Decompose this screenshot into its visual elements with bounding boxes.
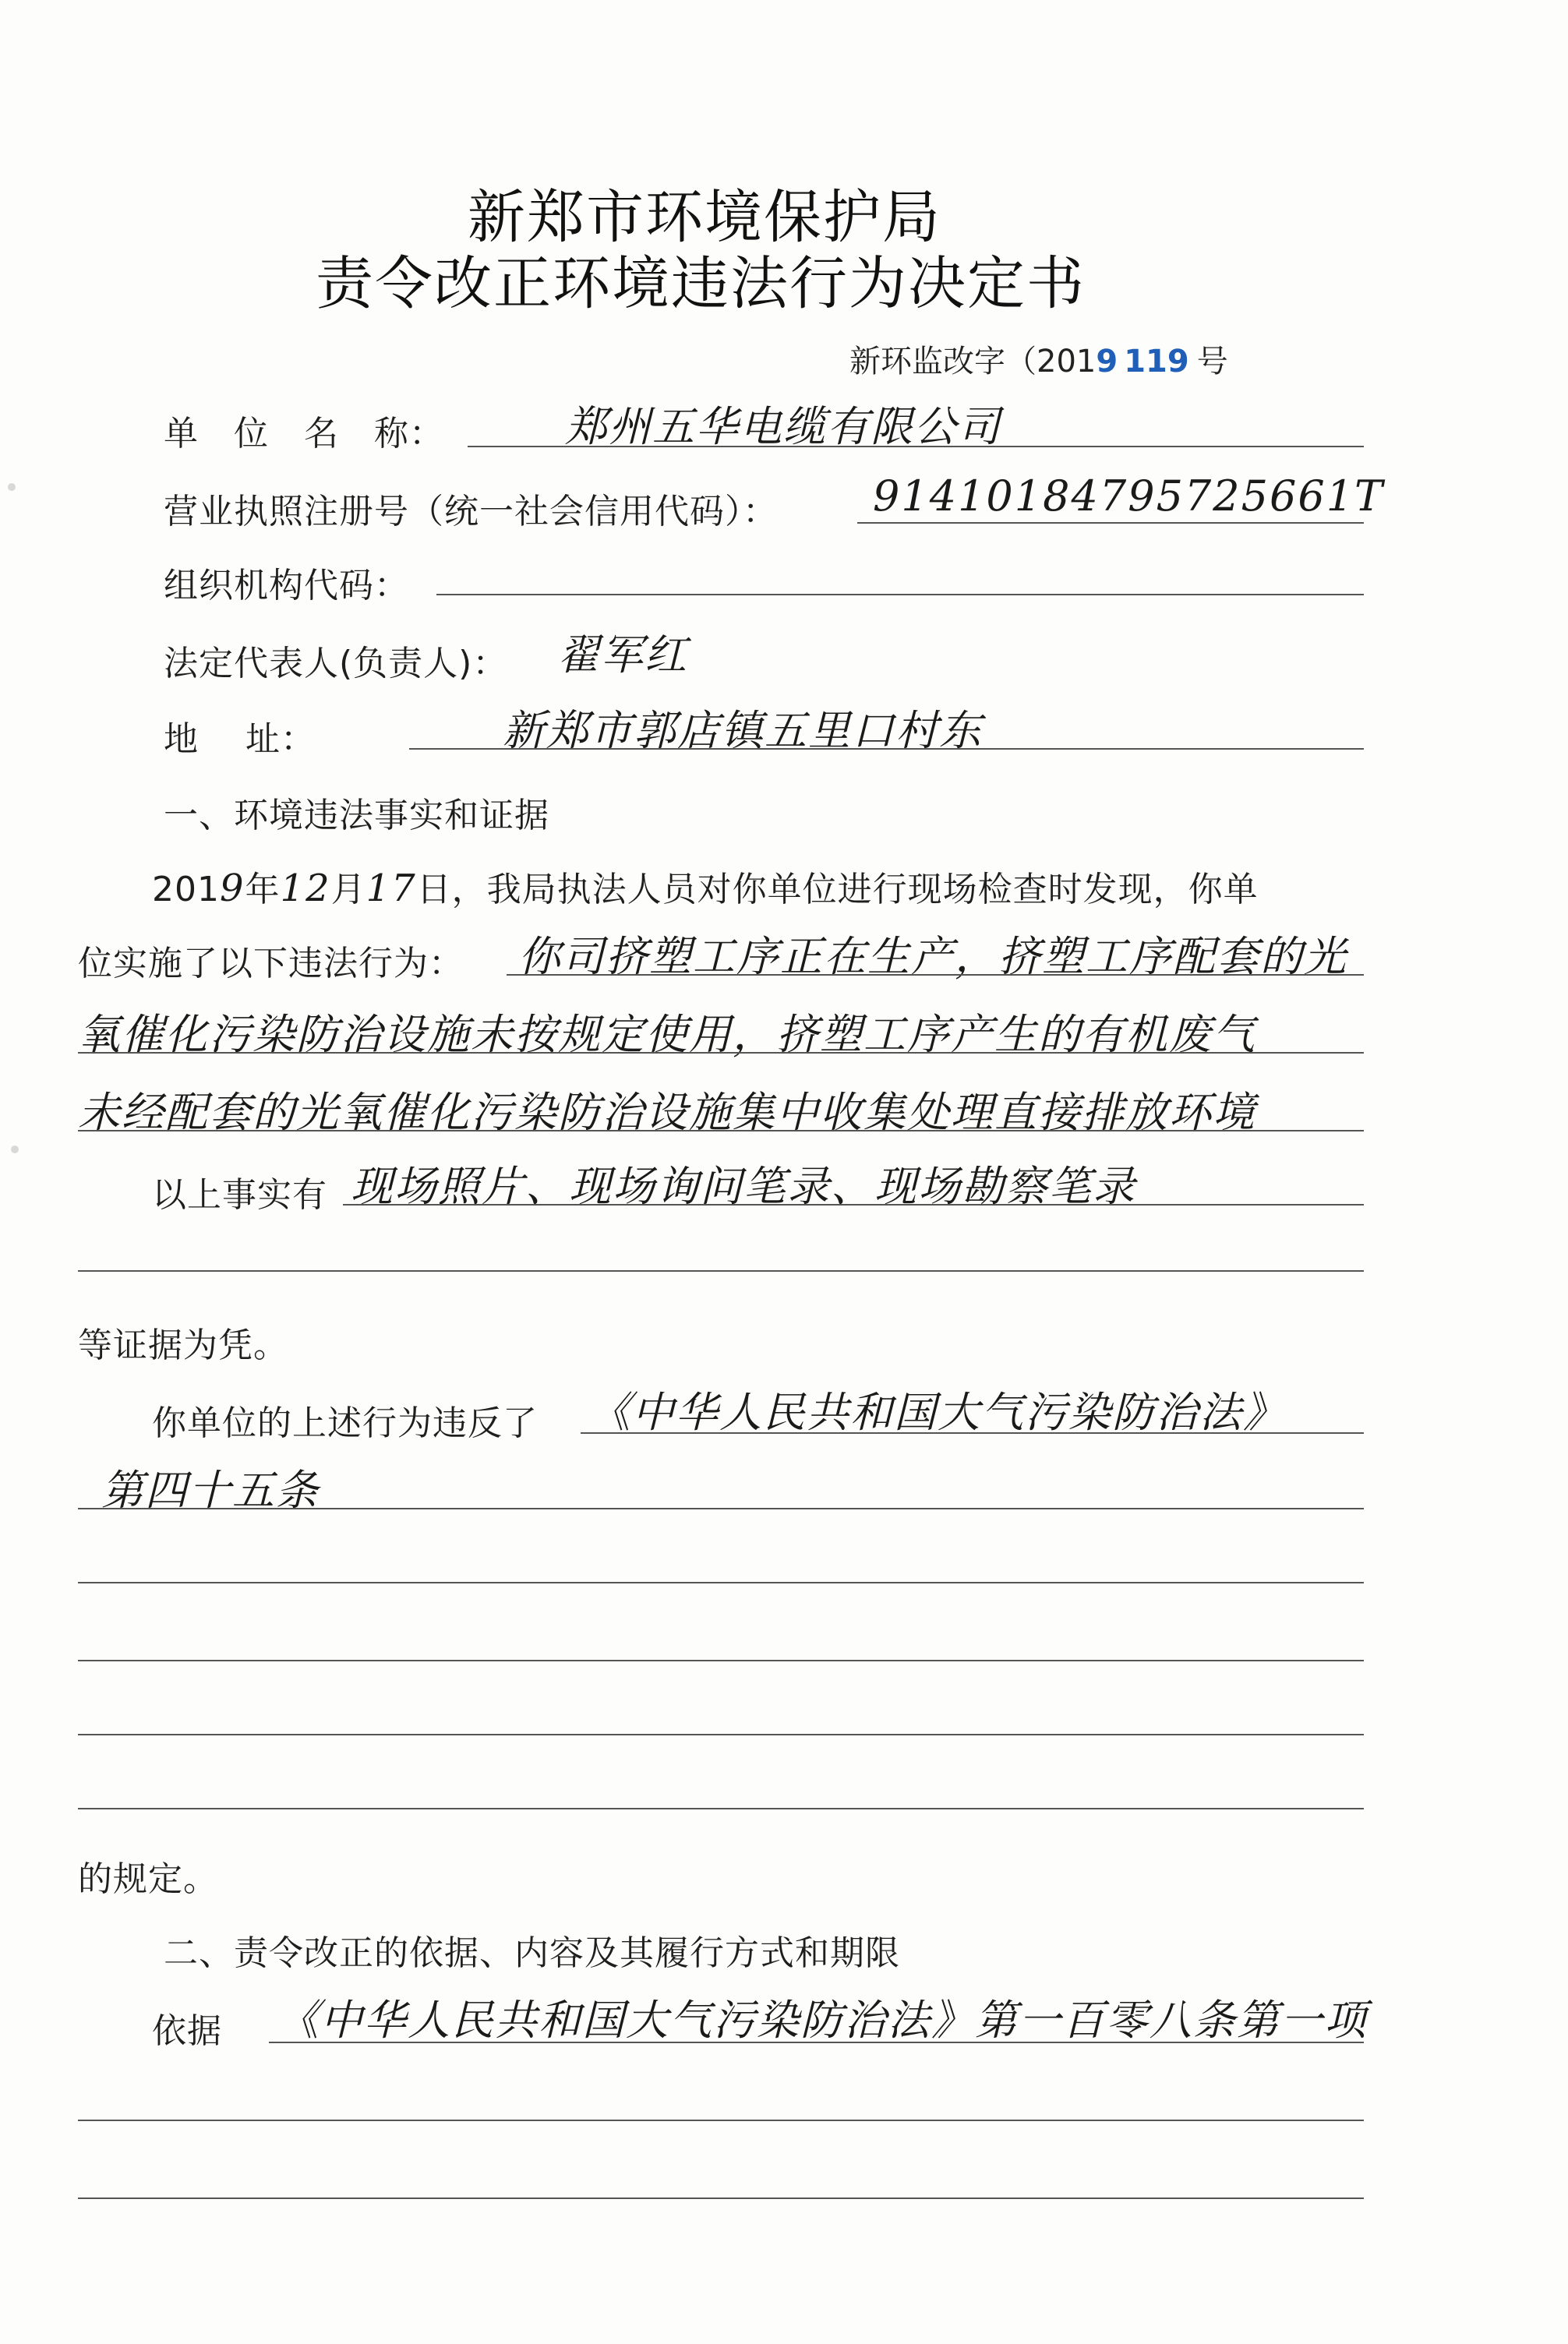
license-label: 营业执照注册号（统一社会信用代码）： — [164, 492, 778, 531]
violation-underline-2 — [78, 1052, 1364, 1054]
document-title: 责令改正环境违法行为决定书 — [316, 250, 1086, 317]
section-one-heading: 一、环境违法事实和证据 — [164, 796, 549, 835]
violation-line-1: 你司挤塑工序正在生产，挤塑工序配套的光 — [518, 932, 1347, 981]
org-code-label: 组织机构代码： — [164, 566, 409, 605]
basis-underline-1 — [269, 2042, 1364, 2043]
punch-mark — [11, 1146, 19, 1153]
violation-line-3: 未经配套的光氧催化污染防治设施集中收集处理直接排放环境 — [78, 1088, 1256, 1137]
doc-number-stamp: 9 — [1096, 344, 1118, 379]
date-day-value: 17 — [366, 867, 417, 910]
basis-intro: 依据 — [152, 2011, 222, 2051]
basis-underline-2 — [78, 2120, 1364, 2121]
inspection-date-line: 2019年12月17日，我局执法人员对你单位进行现场检查时发现，你单 — [152, 867, 1259, 910]
agency-title: 新郑市环境保护局 — [468, 184, 941, 251]
evidence-value: 现场照片、现场询问笔录、现场勘察笔录 — [351, 1162, 1136, 1211]
violation-underline-1 — [507, 974, 1364, 976]
violated-underline-5 — [78, 1734, 1364, 1735]
org-code-underline — [436, 594, 1364, 595]
evidence-underline-1 — [343, 1204, 1364, 1206]
legal-rep-value: 翟军红 — [557, 630, 688, 680]
violation-line-2: 氧催化污染防治设施未按规定使用，挤塑工序产生的有机废气 — [78, 1010, 1256, 1059]
violated-underline-1 — [581, 1432, 1364, 1434]
evidence-outro: 等证据为凭。 — [78, 1326, 288, 1365]
violation-underline-3 — [78, 1130, 1364, 1131]
unit-name-value: 郑州五华电缆有限公司 — [565, 402, 1001, 451]
license-underline — [857, 522, 1364, 524]
violated-underline-2 — [78, 1508, 1364, 1509]
provision-outro: 的规定。 — [78, 1859, 218, 1899]
unit-name-label: 单 位 名 称： — [164, 414, 444, 454]
address-label: 地 址： — [164, 719, 316, 759]
legal-rep-label: 法定代表人(负责人)： — [164, 644, 508, 683]
license-value: 91410184795725661T — [873, 471, 1385, 521]
address-underline — [409, 748, 1364, 750]
evidence-underline-2 — [78, 1270, 1364, 1272]
date-month-value: 12 — [280, 867, 331, 910]
punch-mark — [8, 483, 16, 491]
document-number: 新环监改字（2019 119 号 — [849, 344, 1228, 379]
unit-name-underline — [468, 446, 1364, 447]
violated-intro: 你单位的上述行为违反了 — [152, 1403, 538, 1443]
evidence-intro: 以上事实有 — [152, 1175, 327, 1215]
violated-law-value: 《中华人民共和国大气污染防治法》 — [588, 1388, 1287, 1437]
basis-underline-3 — [78, 2198, 1364, 2199]
violated-underline-6 — [78, 1808, 1364, 1809]
date-year-value: 9 — [219, 867, 245, 910]
violated-underline-3 — [78, 1582, 1364, 1583]
violated-underline-4 — [78, 1660, 1364, 1661]
address-value: 新郑市郭店镇五里口村东 — [503, 706, 983, 755]
doc-number-value: 119 — [1124, 344, 1189, 379]
section-two-heading: 二、责令改正的依据、内容及其履行方式和期限 — [164, 1933, 900, 1973]
violation-intro: 位实施了以下违法行为： — [78, 944, 464, 983]
violated-article-value: 第四十五条 — [101, 1466, 320, 1515]
basis-value: 《中华人民共和国大气污染防治法》第一百零八条第一项 — [277, 1996, 1368, 2045]
